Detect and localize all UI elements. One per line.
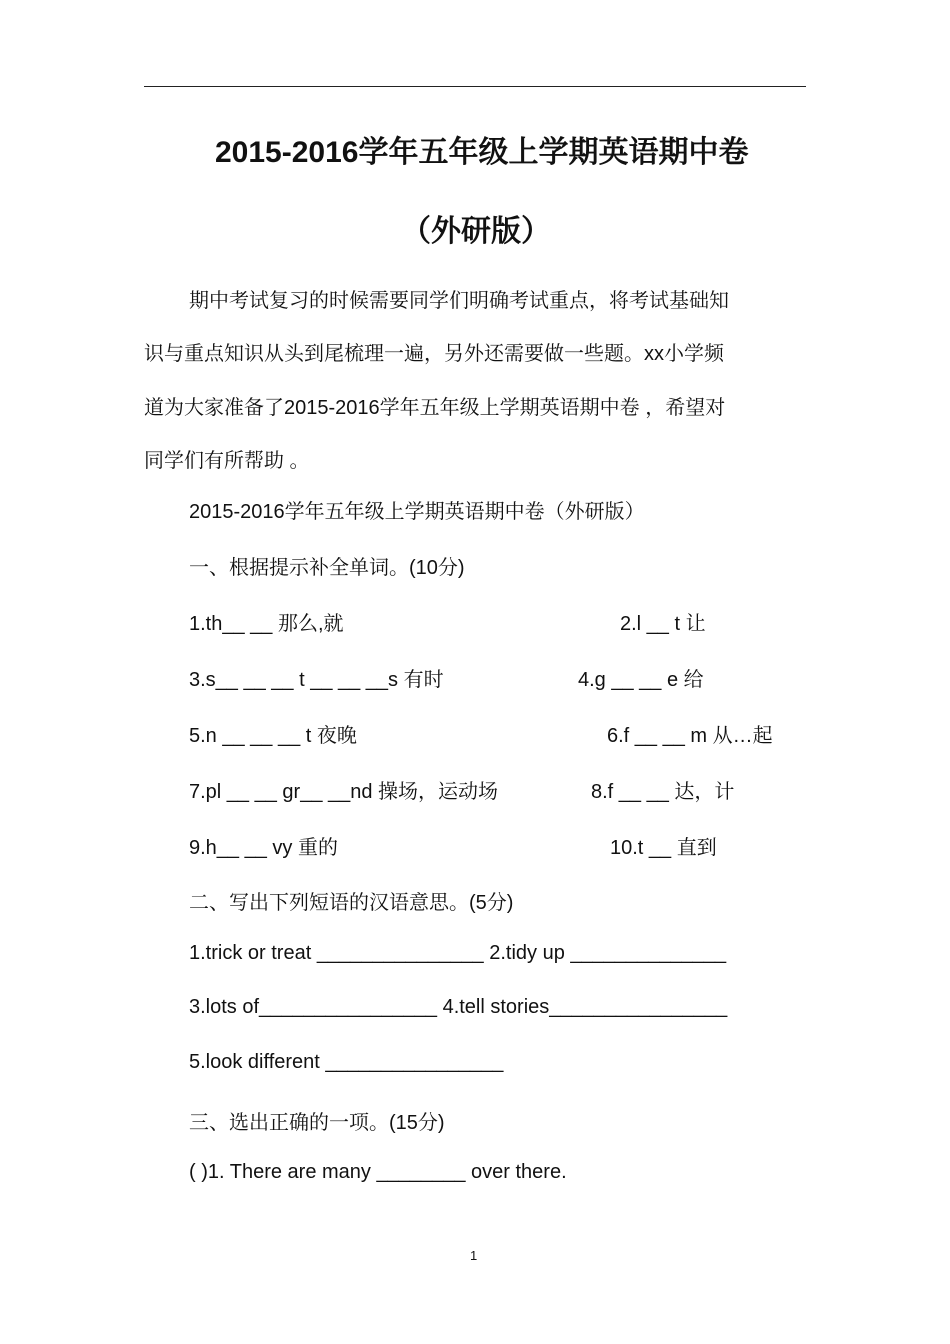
section2-line-2: 3.lots of________________ 4.tell stories________________	[189, 996, 728, 1018]
section2-line-3: 5.look different ________________	[189, 1051, 504, 1073]
section2-heading: 二、写出下列短语的汉语意思。(5分)	[189, 892, 514, 914]
exam-subtitle: 2015-2016学年五年级上学期英语期中卷（外研版）	[189, 501, 645, 523]
section1-item-2: 2.l __ t 让	[620, 613, 706, 635]
section1-item-5: 5.n __ __ __ t 夜晚	[189, 725, 357, 747]
intro-line-3: 道为大家准备了2015-2016学年五年级上学期英语期中卷 ，希望对	[144, 397, 726, 419]
section2-line-1: 1.trick or treat _______________ 2.tidy up ______________	[189, 942, 727, 964]
section3-question-1: ( )1. There are many ________ over there.	[189, 1161, 567, 1183]
intro-line-4: 同学们有所帮助 。	[144, 450, 310, 472]
section1-item-9: 9.h__ __ vy 重的	[189, 837, 338, 859]
section3-heading: 三、选出正确的一项。(15分)	[189, 1112, 445, 1134]
doc-title: 2015-2016学年五年级上学期英语期中卷	[215, 136, 749, 169]
intro-line-2: 识与重点知识从头到尾梳理一遍，另外还需要做一些题。xx小学频	[144, 343, 724, 365]
section1-item-1: 1.th__ __ 那么,就	[189, 613, 344, 635]
section1-item-10: 10.t __ 直到	[610, 837, 717, 859]
section1-item-4: 4.g __ __ e 给	[578, 669, 704, 691]
section1-item-6: 6.f __ __ m 从…起	[607, 725, 773, 747]
section1-item-7: 7.pl __ __ gr__ __nd 操场，运动场	[189, 781, 499, 803]
page-number: 1	[470, 1248, 478, 1263]
section1-heading: 一、根据提示补全单词。(10分)	[189, 557, 465, 579]
section1-item-3: 3.s__ __ __ t __ __ __s 有时	[189, 669, 444, 691]
header-rule	[144, 86, 806, 87]
section1-item-8: 8.f __ __ 达，计	[591, 781, 735, 803]
doc-title-edition: （外研版）	[401, 215, 551, 248]
intro-line-1: 期中考试复习的时候需要同学们明确考试重点，将考试基础知	[189, 290, 729, 312]
